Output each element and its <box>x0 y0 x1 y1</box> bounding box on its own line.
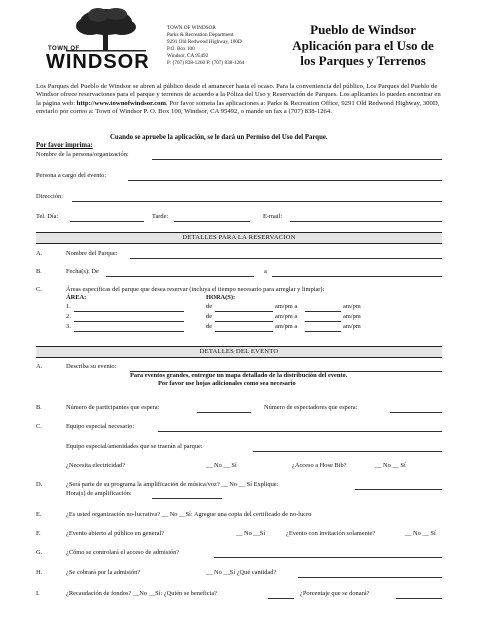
dates-to-label: a <box>264 268 267 275</box>
hose-bib-label: ¿Acceso a Hose Bib? <box>292 462 347 469</box>
admission-charge-label: ¿Se cobrará por la admisión? <box>66 569 141 576</box>
item-2f-letter: F. <box>36 530 41 537</box>
area-row-3-ampm2: am/pm <box>343 323 361 330</box>
area-row-2-ampm1: am/pm a <box>275 313 298 320</box>
special-equipment-label: Equipo especial necesario: <box>66 423 135 430</box>
form-title-line1: Pueblo de Windsor <box>310 22 416 37</box>
item-2c-letter: C. <box>36 423 42 430</box>
admission-control-field[interactable] <box>214 557 442 558</box>
dates-from-field[interactable] <box>106 276 254 277</box>
participants-label: Número de participantes que espera: <box>66 404 160 411</box>
area-row-1-de: de <box>206 303 213 310</box>
approval-notice: Cuando se apruebe la aplicación, se le dará un Permiso del Uso del Parque. <box>110 134 328 141</box>
area-row-1-ampm2: am/pm <box>343 303 361 310</box>
item-2g-letter: G. <box>36 549 43 556</box>
large-event-note: Para eventos grandes, entregue un mapa detallado de la distribución del evento. <box>130 372 348 379</box>
area-row-3-ampm1: am/pm a <box>275 323 298 330</box>
event-person-field[interactable] <box>128 180 442 181</box>
address-field[interactable] <box>72 201 442 202</box>
area-row-1-start[interactable] <box>215 311 273 312</box>
org-name: TOWN OF WINDSOR <box>167 25 216 31</box>
intro-text-1: Los Parques del Pueblo de Windsor se abren al público desde el amanecer hasta el ocaso. Para la conveniencia del público, Los Parques del Pueblo de Windsor ofrece reservaciones para el parque y terrenos de acuerdo a la Póliza del Uso y Reservación de Parques. Los aplicantes lo pueden encontrar en la página web: <box>36 83 441 107</box>
item-b-letter: B. <box>36 268 42 275</box>
amplification-hours-field[interactable] <box>152 498 222 499</box>
spectators-label: Número de espectadores que espera: <box>264 404 358 411</box>
org-street: 9291 Old Redwood Highway, 100D <box>167 39 242 45</box>
area-row-3-start[interactable] <box>215 331 273 332</box>
area-column-header: ÁREA: <box>66 294 87 301</box>
item-a-letter: A. <box>36 250 43 257</box>
spectators-field[interactable] <box>390 412 442 413</box>
section-reservation-header: DETALLES PARA LA RESERVACION <box>36 232 442 244</box>
area-row-2-end[interactable] <box>305 321 341 322</box>
dates-from-label: Fecha(s): De <box>66 268 99 275</box>
email-label: E-mail: <box>263 213 283 220</box>
event-person-label: Persona a cargo del evento: <box>36 172 107 179</box>
area-row-1-ampm1: am/pm a <box>275 303 298 310</box>
email-field[interactable] <box>290 221 442 222</box>
area-row-3-de: de <box>206 323 213 330</box>
name-field[interactable] <box>152 159 442 160</box>
area-row-1-field[interactable] <box>74 311 184 312</box>
print-instruction: Por favor imprima: <box>36 142 93 149</box>
logo-town-of: TOWN OF <box>48 46 80 52</box>
donation-percent-label: ¿Porcentaje que se donará? <box>300 590 370 597</box>
special-equipment-field[interactable] <box>158 431 442 432</box>
form-title-line2: Aplicación para el Uso de <box>292 37 434 53</box>
area-row-3-num: 3. <box>66 323 71 330</box>
describe-event-label: Describa su evento: <box>66 363 117 370</box>
admission-amount-field[interactable] <box>298 577 442 578</box>
name-label: Nombre de la persona/organización: <box>36 151 129 158</box>
area-row-3-field[interactable] <box>74 331 184 332</box>
electricity-label: ¿Necesita electricidad? <box>66 462 126 469</box>
park-name-field[interactable] <box>130 258 442 259</box>
participants-field[interactable] <box>197 412 251 413</box>
evening-label: Tarde: <box>152 213 169 220</box>
item-c-letter: C. <box>36 286 42 293</box>
item-2e-letter: E. <box>36 511 42 518</box>
amplification-explain-field[interactable] <box>355 489 442 490</box>
area-row-2-ampm2: am/pm <box>343 313 361 320</box>
org-dept: Parks & Recreation Department <box>167 32 234 38</box>
logo-windsor: WINDSOR <box>46 51 150 73</box>
area-row-2-num: 2. <box>66 313 71 320</box>
address-label: Dirección: <box>36 193 63 200</box>
public-event-label: ¿Evento abierto al público en general? <box>66 530 165 537</box>
area-row-2-field[interactable] <box>74 321 184 322</box>
form-title-line3: los Parques y Terrenos <box>300 53 426 68</box>
org-city: Windsor, CA 95492 <box>167 53 209 59</box>
area-row-1-num: 1. <box>66 303 71 310</box>
town-logo <box>46 6 150 74</box>
invite-only-label: ¿Evento con invitación solamente? <box>286 530 376 537</box>
item-2b-letter: B. <box>36 404 42 411</box>
area-row-3-end[interactable] <box>305 331 341 332</box>
item-2d-letter: D. <box>36 481 43 488</box>
fundraising-label: ¿Recaudación de fondos? __No __Sí: ¿Quién se beneficia? <box>66 590 218 597</box>
park-name-label: Nombre del Parque: <box>66 250 118 257</box>
hose-bib-options[interactable]: __ No __ Sí <box>375 462 406 469</box>
area-row-2-start[interactable] <box>215 321 273 322</box>
item-2i-letter: I. <box>36 590 40 597</box>
tel-field[interactable] <box>70 221 144 222</box>
tel-label: Tel. Día: <box>36 213 59 220</box>
donation-percent-field[interactable] <box>396 598 442 599</box>
areas-label: Áreas específicas del parque que desea reservar (incluya el tiempo necesario para arreglar y limpiar): <box>66 286 325 293</box>
org-phone: P: (707) 838-1260 F: (707) 838-1264 <box>167 60 245 66</box>
area-row-2-de: de <box>206 313 213 320</box>
admission-charge-options[interactable]: __ No __Sí ¿Qué cantidad? <box>206 569 277 576</box>
item-2h-letter: H. <box>36 569 43 576</box>
additional-sheets-note: Por favor use hojas adicionales como sea necesario <box>158 380 296 387</box>
org-pobox: P.O. Box 100 <box>167 46 195 52</box>
area-row-1-end[interactable] <box>305 311 341 312</box>
amplification-hours-label: Hora(s) de amplificación: <box>66 490 132 497</box>
item-2a-letter: A. <box>36 363 43 370</box>
hours-column-header: HORA(S): <box>206 294 236 301</box>
nonprofit-label: ¿Es usted organización no-lucrativa? __ No __Sí: Agregue una copia del certificado de no-lucro <box>66 511 312 518</box>
evening-field[interactable] <box>174 221 250 222</box>
amenities-label: Equipo especial/amenidades que se traerán al parque: <box>66 443 203 450</box>
invite-only-options[interactable]: __ No __ Sí <box>405 530 436 537</box>
beneficiary-field[interactable] <box>268 598 294 599</box>
amplification-label: ¿Será parte de su programa la amplificación de música/voz? __ No __ Sí Explique: <box>66 481 279 488</box>
form-title <box>278 22 448 69</box>
intro-text-2: . Por favor someta las aplicaciones a: Parks & Recreation Office, 9291 Old Redwood Highway, 300D, enviarlo por correo a: Town of Windsor P. O. Box 100, Windsor, CA 95492, o mande un fax a (707) 838-1264. <box>36 99 440 116</box>
admission-control-label: ¿Cómo se controlará el acceso de admisión? <box>66 549 180 556</box>
public-event-options[interactable]: __ No __Sí <box>236 530 266 537</box>
dates-to-field[interactable] <box>272 276 442 277</box>
section-event-header: DETALLES DEL EVENTO <box>36 346 442 358</box>
intro-paragraph <box>36 83 446 117</box>
amenities-field[interactable] <box>253 451 442 452</box>
intro-website[interactable]: http://www.townofwindsor.com <box>76 99 166 107</box>
electricity-options[interactable]: __ No __ Sí <box>206 462 237 469</box>
